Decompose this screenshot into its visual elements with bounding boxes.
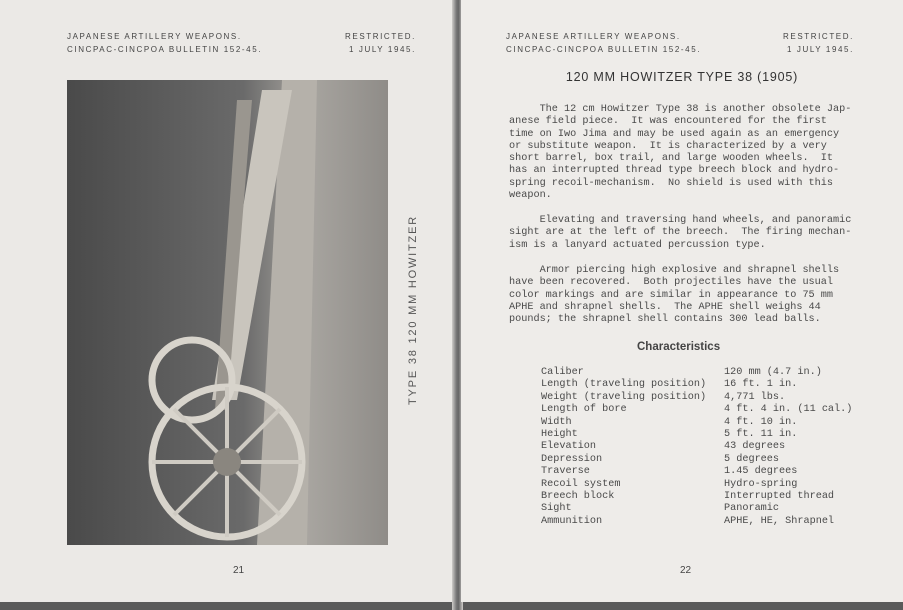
table-row [541,429,852,441]
spec-label: Height [541,429,578,441]
table-row [541,404,852,416]
header-left [67,30,262,56]
spec-label: Width [541,416,572,428]
spec-label: Weight (traveling position) [541,391,707,403]
characteristics-table [541,367,852,528]
spec-value: Hydro-spring [724,478,798,490]
page-number: 21 [233,565,245,576]
howitzer-photo [67,80,388,545]
table-row [541,454,852,466]
spec-value: 43 degrees [724,441,786,453]
spec-value: 4 ft. 10 in. [724,416,798,428]
spec-label: Sight [541,503,572,515]
header-bulletin: CINCPAC-CINCPOA BULLETIN 152-45. [67,45,263,54]
spec-value: APHE, HE, Shrapnel [724,515,835,527]
page-title: 120 MM HOWITZER TYPE 38 (1905) [565,70,799,84]
paragraph-ammunition: Armor piercing high explosive and shrapnel shells have been recovered. Both projectiles have the usual color markings and are similar in appearance to 75 mm APHE and shrapnel shells. The APHE shell weighs 44 pounds; the shrapnel shell contains 300 lead balls. [509,265,840,326]
header-left [506,30,701,56]
header-bulletin: CINCPAC-CINCPOA BULLETIN 152-45. [506,45,702,54]
spec-value: 4,771 lbs. [724,391,786,403]
spec-label: Traverse [541,466,590,478]
characteristics-title: Characteristics [637,341,721,353]
right-page [461,0,903,602]
header-right [783,30,854,56]
spec-label: Breech block [541,491,615,503]
spec-value: 16 ft. 1 in. [724,379,798,391]
spec-value: 1.45 degrees [724,466,798,478]
table-row [541,516,852,528]
left-page [0,0,455,602]
spec-label: Elevation [541,441,597,453]
table-row [541,503,852,515]
spec-label: Ammunition [541,515,603,527]
page-number: 22 [680,565,692,576]
spec-value: 4 ft. 4 in. (11 cal.) [724,404,853,416]
spec-label: Recoil system [541,478,621,490]
header-title: JAPANESE ARTILLERY WEAPONS. [506,32,681,41]
spec-value: 5 ft. 11 in. [724,429,798,441]
table-row [541,491,852,503]
spec-value: Interrupted thread [724,491,835,503]
restricted-label: RESTRICTED. [345,32,416,41]
table-row [541,379,852,391]
header-right [345,30,416,56]
spec-label: Caliber [541,367,584,378]
spec-label: Length of bore [541,404,627,416]
spec-label: Depression [541,453,603,465]
paragraph-controls: Elevating and traversing hand wheels, and panoramic sight are at the left of the breech. The firing mechan- ism is a lanyard actuated percussion type. [509,215,852,251]
spec-value: 5 degrees [724,453,780,465]
photo-caption: TYPE 38 120 MM HOWITZER [407,215,419,405]
table-row [541,466,852,478]
spec-value: Panoramic [724,503,780,515]
header-title: JAPANESE ARTILLERY WEAPONS. [67,32,242,41]
table-row [541,367,852,379]
header-date: 1 JULY 1945. [348,45,416,54]
header-date: 1 JULY 1945. [786,45,854,54]
restricted-label: RESTRICTED. [783,32,854,41]
table-row [541,417,852,429]
paragraph-intro: The 12 cm Howitzer Type 38 is another obsolete Jap- anese field piece. It was encountered for the first time on Iwo Jima and may be used again as an emergency or substitute weapon. It is characterized by a very short barrel, box trail, and large wooden wheels. It has an interrupted thread type breech block and hydro- spring recoil-mechanism. No shield is used with this weapon. [509,104,852,202]
spec-value: 120 mm (4.7 in.) [724,367,822,378]
table-row [541,479,852,491]
spec-label: Length (traveling position) [541,379,707,391]
table-row [541,392,852,404]
table-row [541,441,852,453]
